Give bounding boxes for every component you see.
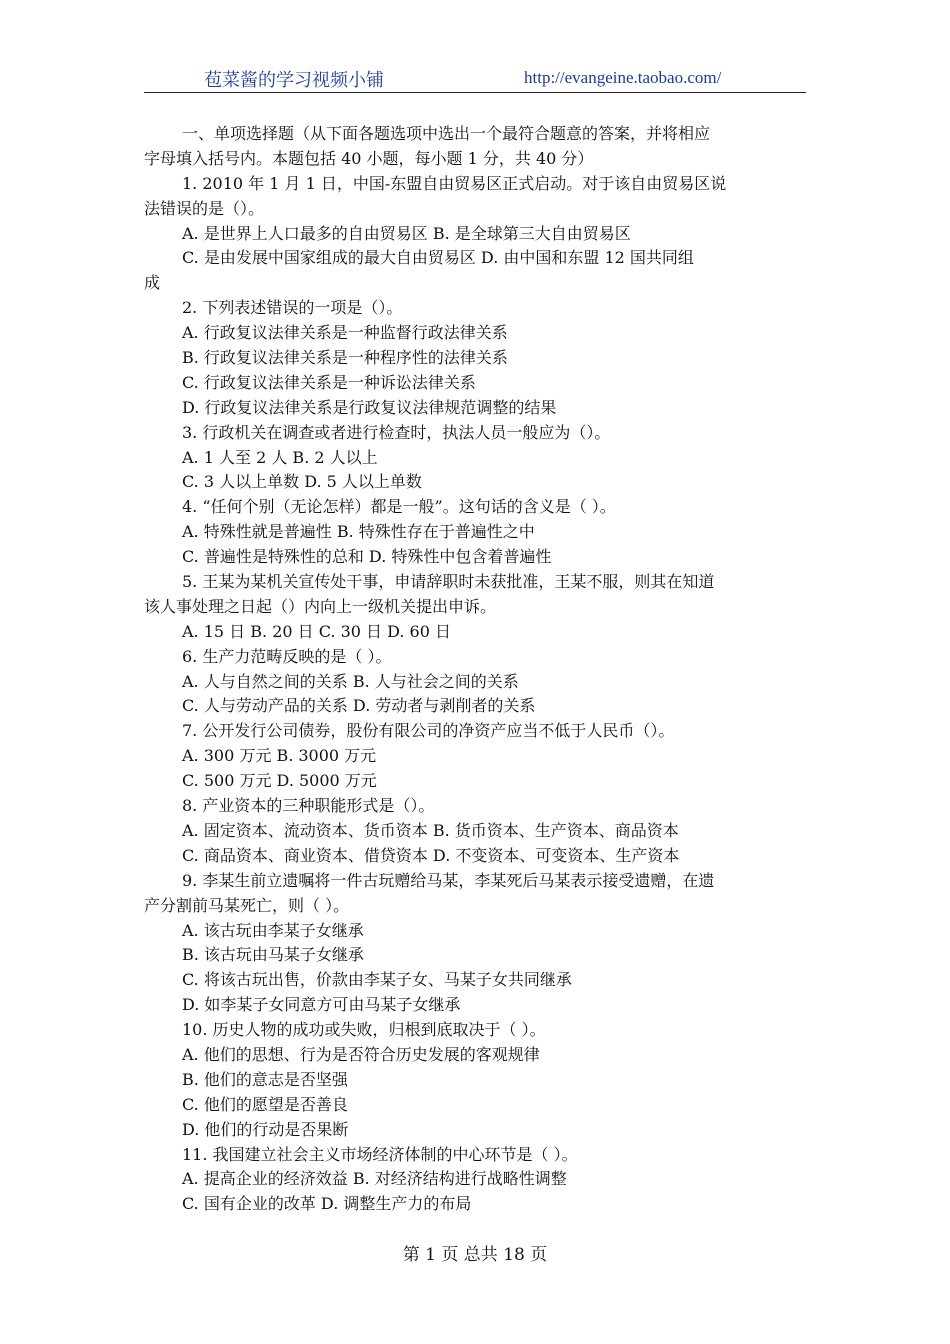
text-line: A. 人与自然之间的关系 B. 人与社会之间的关系 <box>182 671 519 691</box>
text-line: C. 500 万元 D. 5000 万元 <box>182 771 377 791</box>
text-line: 7. 公开发行公司债券，股份有限公司的净资产应当不低于人民币（）。 <box>182 721 675 741</box>
shop-url-link[interactable]: http://evangeine.taobao.com/ <box>524 68 722 87</box>
text-line: C. 他们的愿望是否善良 <box>182 1094 348 1114</box>
text-line: A. 特殊性就是普遍性 B. 特殊性存在于普遍性之中 <box>182 522 535 542</box>
text-line: D. 他们的行动是否果断 <box>182 1119 349 1139</box>
text-line: 字母填入括号内。本题包括 40 小题，每小题 1 分，共 40 分） <box>144 148 594 168</box>
text-line: A. 1 人至 2 人 B. 2 人以上 <box>182 447 378 467</box>
text-line: C. 是由发展中国家组成的最大自由贸易区 D. 由中国和东盟 12 国共同组 <box>182 248 694 268</box>
text-line: A. 15 日 B. 20 日 C. 30 日 D. 60 日 <box>182 621 451 641</box>
document-body <box>144 122 808 1217</box>
text-line: B. 行政复议法律关系是一种程序性的法律关系 <box>182 348 508 368</box>
text-line: 8. 产业资本的三种职能形式是（）。 <box>182 796 435 816</box>
text-line: A. 行政复议法律关系是一种监督行政法律关系 <box>182 323 508 343</box>
text-line: A. 300 万元 B. 3000 万元 <box>182 746 377 766</box>
text-line: A. 是世界上人口最多的自由贸易区 B. 是全球第三大自由贸易区 <box>182 223 631 243</box>
text-line: 产分割前马某死亡，则（ ）。 <box>144 895 350 915</box>
text-line: 9. 李某生前立遗嘱将一件古玩赠给马某，李某死后马某表示接受遗赠，在遗 <box>182 870 715 890</box>
text-line: 5. 王某为某机关宣传处干事，申请辞职时未获批准，王某不服，则其在知道 <box>182 572 715 592</box>
text-line: C. 商品资本、商业资本、借贷资本 D. 不变资本、可变资本、生产资本 <box>182 845 680 865</box>
shop-name: 苞菜酱的学习视频小铺 <box>204 70 384 91</box>
text-line: 3. 行政机关在调查或者进行检查时，执法人员一般应为（）。 <box>182 422 611 442</box>
text-line: A. 提高企业的经济效益 B. 对经济结构进行战略性调整 <box>182 1169 567 1189</box>
text-line: C. 国有企业的改革 D. 调整生产力的布局 <box>182 1194 472 1214</box>
text-line: 成 <box>144 273 161 293</box>
text-line: C. 将该古玩出售，价款由李某子女、马某子女共同继承 <box>182 970 572 990</box>
text-line: C. 行政复议法律关系是一种诉讼法律关系 <box>182 372 476 392</box>
text-line: A. 该古玩由李某子女继承 <box>182 920 364 940</box>
text-line: 2. 下列表述错误的一项是（）。 <box>182 298 403 318</box>
text-line: 1. 2010 年 1 月 1 日，中国-东盟自由贸易区正式启动。对于该自由贸易区说 <box>182 173 727 193</box>
text-line: C. 3 人以上单数 D. 5 人以上单数 <box>182 472 422 492</box>
page-footer: 第 1 页 总共 18 页 <box>402 1245 548 1265</box>
text-line: B. 他们的意志是否坚强 <box>182 1069 348 1089</box>
text-line: 4. “任何个别（无论怎样）都是一般”。这句话的含义是（ ）。 <box>182 497 616 517</box>
text-line: C. 普遍性是特殊性的总和 D. 特殊性中包含着普遍性 <box>182 547 552 567</box>
text-line: D. 如李某子女同意方可由马某子女继承 <box>182 995 461 1015</box>
text-line: D. 行政复议法律关系是行政复议法律规范调整的结果 <box>182 397 557 417</box>
text-line: 10. 历史人物的成功或失败，归根到底取决于（ ）。 <box>182 1020 546 1040</box>
text-line: A. 他们的思想、行为是否符合历史发展的客观规律 <box>182 1044 540 1064</box>
text-line: 该人事处理之日起（）内向上一级机关提出申诉。 <box>144 596 497 616</box>
text-line: B. 该古玩由马某子女继承 <box>182 945 364 965</box>
text-line: 一、单项选择题（从下面各题选项中选出一个最符合题意的答案，并将相应 <box>182 124 711 143</box>
page-header <box>144 64 806 93</box>
text-line: 11. 我国建立社会主义市场经济体制的中心环节是（ ）。 <box>182 1144 578 1164</box>
text-line: 6. 生产力范畴反映的是（ ）。 <box>182 646 392 666</box>
text-line: C. 人与劳动产品的关系 D. 劳动者与剥削者的关系 <box>182 696 536 716</box>
text-line: A. 固定资本、流动资本、货币资本 B. 货币资本、生产资本、商品资本 <box>182 820 679 840</box>
text-line: 法错误的是（）。 <box>144 198 265 218</box>
